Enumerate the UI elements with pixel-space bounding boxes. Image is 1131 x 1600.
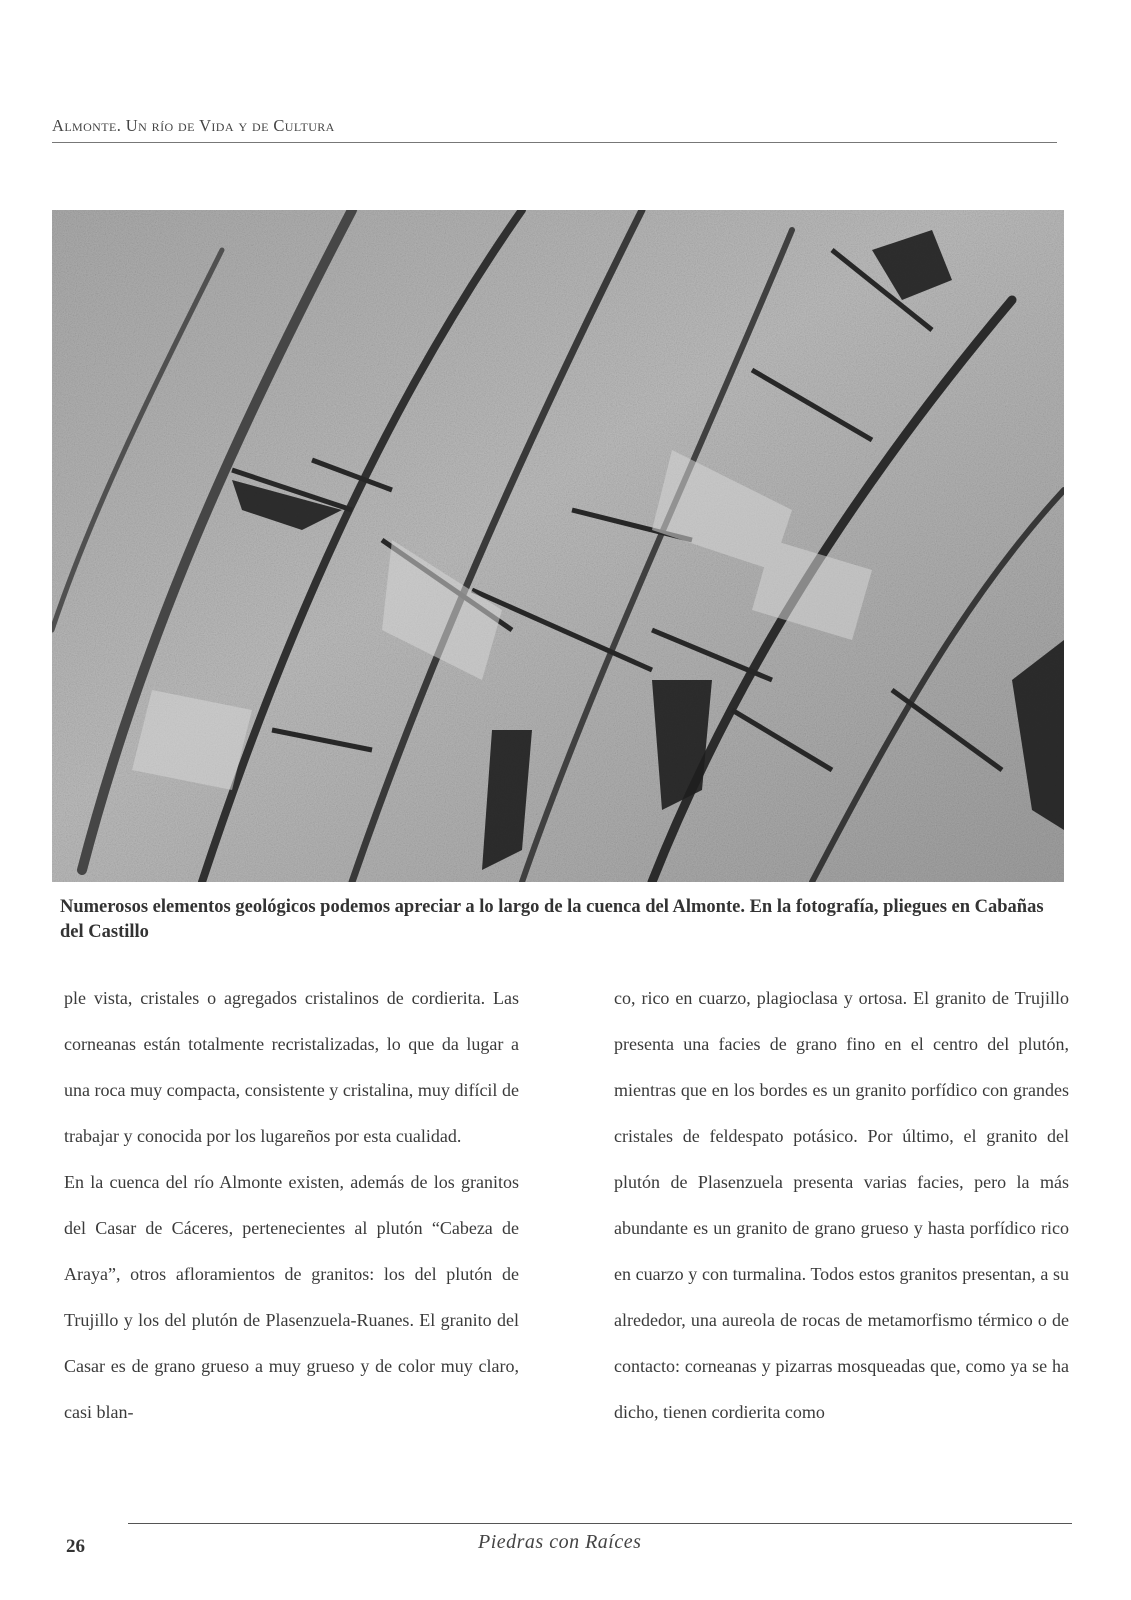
body-column-left xyxy=(64,975,519,1435)
rock-folds-image xyxy=(52,210,1064,882)
body-column-right xyxy=(614,975,1069,1435)
paragraph: En la cuenca del río Almonte existen, además de los granitos del Casar de Cáceres, pertenecientes al plutón “Cabeza de Araya”, otros afloramientos de granitos: los del plutón de Trujillo y los del plutón de Plasenzuela-Ruanes. El granito del Casar es de grano grueso a muy grueso y de color muy claro, casi blan- xyxy=(64,1172,519,1422)
figure-caption: Numerosos elementos geológicos podemos apreciar a lo largo de la cuenca del Almonte. En la fotografía, pliegues en Cabañas del Castillo xyxy=(60,897,1044,942)
footer-rule xyxy=(128,1523,1072,1524)
paragraph: ple vista, cristales o agregados cristalinos de cordierita. Las corneanas están totalmente recristalizadas, lo que da lugar a una roca muy compacta, consistente y cristalina, muy difícil de trabajar y conocida por los lugareños por esta cualidad. xyxy=(64,988,519,1146)
rock-folds-photo xyxy=(52,210,1064,882)
paragraph: co, rico en cuarzo, plagioclasa y ortosa. El granito de Trujillo presenta una facies de grano fino en el centro del plutón, mientras que en los bordes es un granito porfídico con grandes cristales de feldespato potásico. Por último, el granito del plutón de Plasenzuela presenta varias facies, pero la más abundante es un granito de grano grueso y hasta porfídico rico en cuarzo y con turmalina. Todos estos granitos presentan, a su alrededor, una aureola de rocas de metamorfismo térmico o de contacto: corneanas y pizarras mosqueadas que, como ya se ha dicho, tienen cordierita como xyxy=(614,988,1069,1422)
page-number: 26 xyxy=(66,1536,85,1557)
publication-title: Piedras con Raíces xyxy=(478,1531,642,1553)
running-header: Almonte. Un río de Vida y de Cultura xyxy=(52,116,1057,143)
